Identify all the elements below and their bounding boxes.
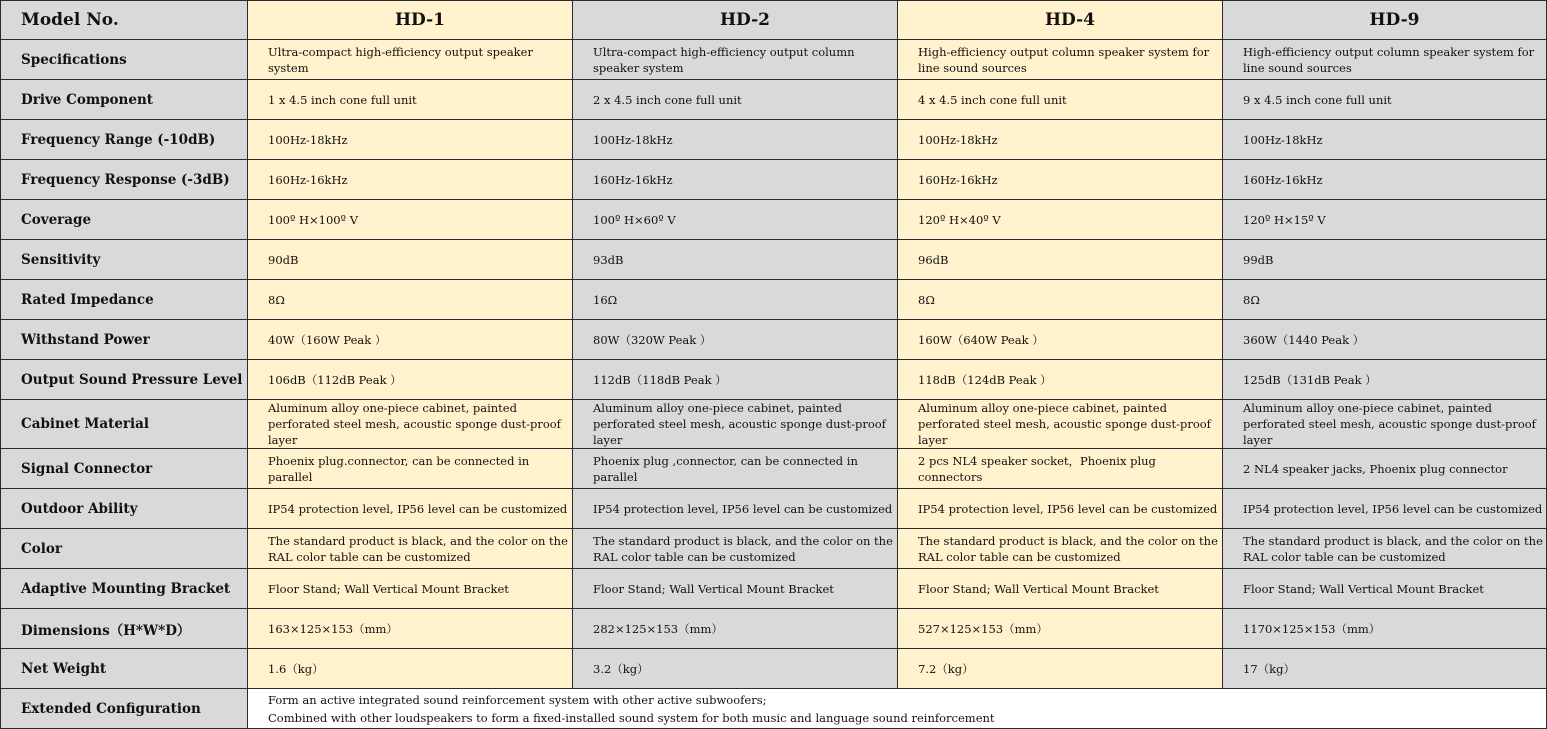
spec-cell: IP54 protection level, IP56 level can be customized (248, 489, 573, 529)
spec-cell: Aluminum alloy one-piece cabinet, painted perforated steel mesh, acoustic sponge dust-proof layer (248, 400, 573, 449)
spec-cell: 120º H×15º V (1223, 200, 1547, 240)
row-label-dimensions-h-w-d: Dimensions（H*W*D） (1, 609, 248, 649)
spec-cell: 118dB（124dB Peak ） (898, 360, 1223, 400)
spec-cell: 160Hz-16kHz (573, 160, 898, 200)
spec-cell: 16Ω (573, 280, 898, 320)
spec-cell: 163×125×153（mm） (248, 609, 573, 649)
table-row (1, 320, 1547, 360)
table-row (1, 449, 1547, 489)
spec-cell: 8Ω (898, 280, 1223, 320)
row-label-outdoor-ability: Outdoor Ability (1, 489, 248, 529)
spec-cell: 2 pcs NL4 speaker socket，Phoenix plug connectors (898, 449, 1223, 489)
spec-cell: 3.2（kg） (573, 649, 898, 689)
spec-cell: 112dB（118dB Peak ） (573, 360, 898, 400)
spec-cell: 99dB (1223, 240, 1547, 280)
model-header-hd-4: HD-4 (898, 1, 1223, 40)
model-no-header: Model No. (1, 1, 248, 40)
table-row (1, 280, 1547, 320)
spec-cell: 125dB（131dB Peak ） (1223, 360, 1547, 400)
spec-cell: 1170×125×153（mm） (1223, 609, 1547, 649)
table-row (1, 240, 1547, 280)
header-row (1, 1, 1547, 40)
spec-cell: 100º H×60º V (573, 200, 898, 240)
row-label-frequency-response-3db: Frequency Response (-3dB) (1, 160, 248, 200)
spec-cell: 80W（320W Peak ） (573, 320, 898, 360)
spec-cell: 160Hz-16kHz (248, 160, 573, 200)
model-header-hd-1: HD-1 (248, 1, 573, 40)
spec-cell: High-efficiency output column speaker system for line sound sources (1223, 40, 1547, 80)
spec-cell: 160Hz-16kHz (898, 160, 1223, 200)
spec-cell: 8Ω (1223, 280, 1547, 320)
row-label-withstand-power: Withstand Power (1, 320, 248, 360)
row-label-sensitivity: Sensitivity (1, 240, 248, 280)
spec-cell: The standard product is black, and the color on the RAL color table can be customized (248, 529, 573, 569)
table-row (1, 40, 1547, 80)
row-label-cabinet-material: Cabinet Material (1, 400, 248, 449)
extended-line-1: Form an active integrated sound reinforcement system with other active subwoofers; (268, 692, 767, 707)
spec-cell: 2 x 4.5 inch cone full unit (573, 80, 898, 120)
row-label-extended-configuration: Extended Configuration (1, 689, 248, 729)
spec-cell: 360W（1440 Peak ） (1223, 320, 1547, 360)
spec-cell: IP54 protection level, IP56 level can be customized (1223, 489, 1547, 529)
spec-cell: 7.2（kg） (898, 649, 1223, 689)
row-label-color: Color (1, 529, 248, 569)
spec-cell: Aluminum alloy one-piece cabinet, painted perforated steel mesh, acoustic sponge dust-proof layer (573, 400, 898, 449)
spec-cell: Floor Stand; Wall Vertical Mount Bracket (248, 569, 573, 609)
spec-cell: The standard product is black, and the color on the RAL color table can be customized (898, 529, 1223, 569)
table-row (1, 529, 1547, 569)
spec-cell: 100º H×100º V (248, 200, 573, 240)
row-label-rated-impedance: Rated Impedance (1, 280, 248, 320)
table-row (1, 160, 1547, 200)
spec-cell: The standard product is black, and the color on the RAL color table can be customized (573, 529, 898, 569)
spec-cell: Phoenix plug ,connector, can be connected in parallel (573, 449, 898, 489)
spec-cell: 1 x 4.5 inch cone full unit (248, 80, 573, 120)
table-row (1, 609, 1547, 649)
table-row (1, 489, 1547, 529)
spec-cell: High-efficiency output column speaker system for line sound sources (898, 40, 1223, 80)
spec-cell: 120º H×40º V (898, 200, 1223, 240)
row-label-signal-connector: Signal Connector (1, 449, 248, 489)
spec-cell: Aluminum alloy one-piece cabinet, painted perforated steel mesh, acoustic sponge dust-proof layer (898, 400, 1223, 449)
spec-cell: 93dB (573, 240, 898, 280)
table-row (1, 200, 1547, 240)
table-row (1, 120, 1547, 160)
spec-cell: The standard product is black, and the color on the RAL color table can be customized (1223, 529, 1547, 569)
model-header-hd-9: HD-9 (1223, 1, 1547, 40)
row-label-net-weight: Net Weight (1, 649, 248, 689)
spec-cell: Ultra-compact high-efficiency output column speaker system (573, 40, 898, 80)
table-row (1, 569, 1547, 609)
spec-cell: Aluminum alloy one-piece cabinet, painted perforated steel mesh, acoustic sponge dust-proof layer (1223, 400, 1547, 449)
spec-cell: Phoenix plug.connector, can be connected in parallel (248, 449, 573, 489)
spec-cell: 106dB（112dB Peak ） (248, 360, 573, 400)
spec-cell: 2 NL4 speaker jacks, Phoenix plug connector (1223, 449, 1547, 489)
spec-cell: 527×125×153（mm） (898, 609, 1223, 649)
spec-cell: 100Hz-18kHz (573, 120, 898, 160)
table-row (1, 360, 1547, 400)
spec-cell: 160W（640W Peak ） (898, 320, 1223, 360)
table-row (1, 400, 1547, 449)
table-row (1, 649, 1547, 689)
row-label-coverage: Coverage (1, 200, 248, 240)
spec-cell: 1.6（kg） (248, 649, 573, 689)
spec-cell: IP54 protection level, IP56 level can be customized (573, 489, 898, 529)
spec-cell: 96dB (898, 240, 1223, 280)
table-row (1, 80, 1547, 120)
row-label-drive-component: Drive Component (1, 80, 248, 120)
spec-cell: 17（kg） (1223, 649, 1547, 689)
spec-cell: 90dB (248, 240, 573, 280)
row-label-output-sound-pressure-level: Output Sound Pressure Level (1, 360, 248, 400)
spec-cell: 40W（160W Peak ） (248, 320, 573, 360)
spec-cell: 100Hz-18kHz (248, 120, 573, 160)
spec-cell: Floor Stand; Wall Vertical Mount Bracket (573, 569, 898, 609)
row-label-specifications: Specifications (1, 40, 248, 80)
extended-line-2: Combined with other loudspeakers to form a fixed-installed sound system for both music and language sound reinforcement (268, 710, 995, 725)
spec-cell: 9 x 4.5 inch cone full unit (1223, 80, 1547, 120)
spec-cell: 160Hz-16kHz (1223, 160, 1547, 200)
spec-body (1, 40, 1547, 689)
spec-cell: IP54 protection level, IP56 level can be customized (898, 489, 1223, 529)
spec-cell: 100Hz-18kHz (1223, 120, 1547, 160)
model-header-hd-2: HD-2 (573, 1, 898, 40)
row-label-adaptive-mounting-bracket: Adaptive Mounting Bracket (1, 569, 248, 609)
spec-cell: 4 x 4.5 inch cone full unit (898, 80, 1223, 120)
spec-cell: Ultra-compact high-efficiency output speaker system (248, 40, 573, 80)
spec-cell: 282×125×153（mm） (573, 609, 898, 649)
row-label-frequency-range-10db: Frequency Range (-10dB) (1, 120, 248, 160)
spec-cell: Floor Stand; Wall Vertical Mount Bracket (898, 569, 1223, 609)
spec-cell: 100Hz-18kHz (898, 120, 1223, 160)
spec-cell: 8Ω (248, 280, 573, 320)
spec-cell: Floor Stand; Wall Vertical Mount Bracket (1223, 569, 1547, 609)
